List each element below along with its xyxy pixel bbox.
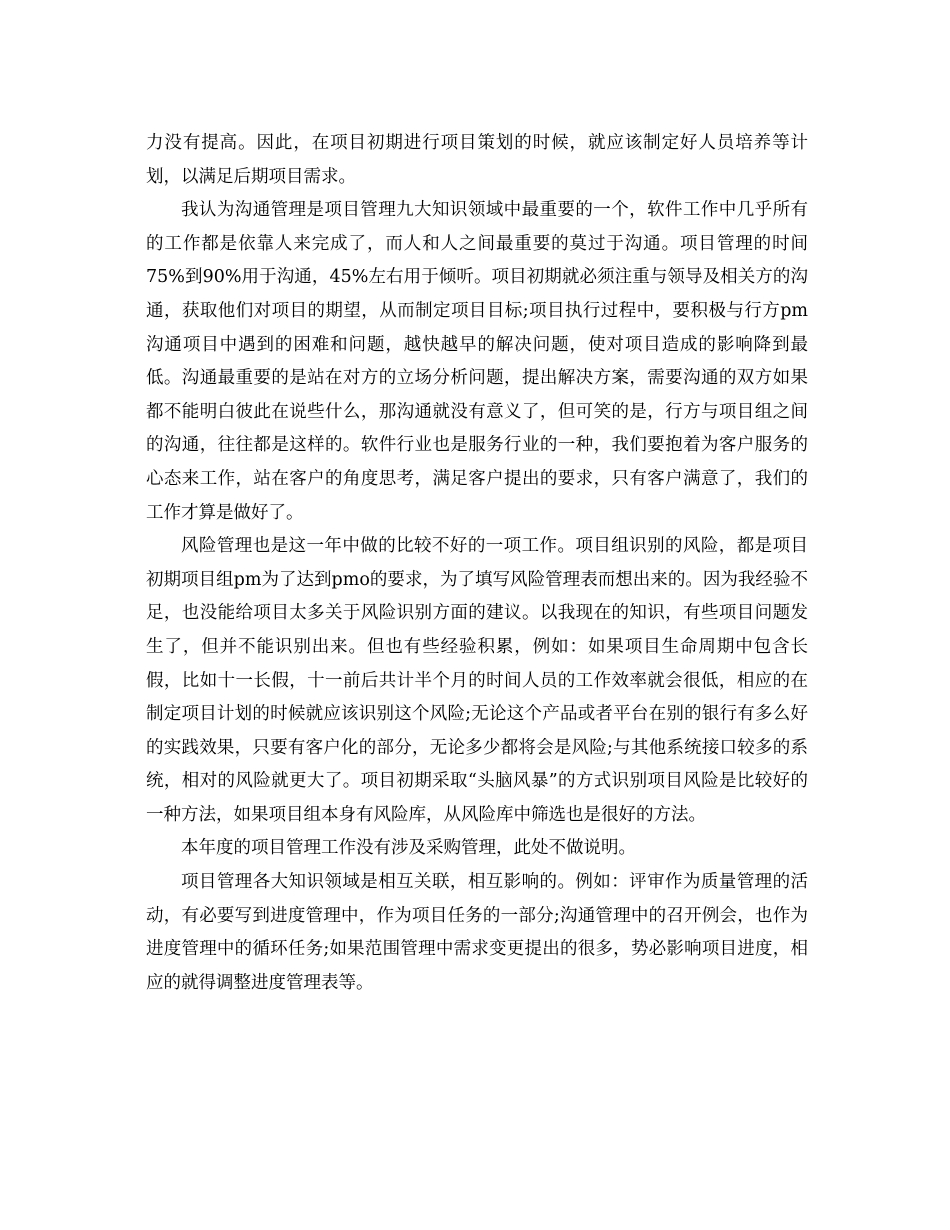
paragraph-continuation: 力没有提高。因此，在项目初期进行项目策划的时候，就应该制定好人员培养等计划，以满足后期项目需求。 (146, 133, 808, 187)
paragraph-risk-management: 风险管理也是这一年中做的比较不好的一项工作。项目组识别的风险，都是项目初期项目组pm为了达到pmo的要求，为了填写风险管理表而想出来的。因为我经验不足，也没能给项目太多关于风险识别方面的建议。以我现在的知识，有些项目问题发生了，但并不能识别出来。但也有些经验积累，例如：如果项目生命周期中包含长假，比如十一长假，十一前后共计半个月的时间人员的工作效率就会很低，相应的在制定项目计划的时候就应该识别这个风险;无论这个产品或者平台在别的银行有多么好的实践效果，只要有客户化的部分，无论多少都将会是风险;与其他系统接口较多的系统，相对的风险就更大了。项目初期采取“头脑风暴”的方式识别项目风险是比较好的一种方法，如果项目组本身有风险库，从风险库中筛选也是很好的方法。 (146, 536, 808, 825)
document-body (146, 127, 808, 1000)
paragraph-communication-management: 我认为沟通管理是项目管理九大知识领域中最重要的一个，软件工作中几乎所有的工作都是依靠人来完成了，而人和人之间最重要的莫过于沟通。项目管理的时间75%到90%用于沟通，45%左右用于倾听。项目初期就必须注重与领导及相关方的沟通，获取他们对项目的期望，从而制定项目目标;项目执行过程中，要积极与行方pm沟通项目中遇到的困难和问题，越快越早的解决问题，使对项目造成的影响降到最低。沟通最重要的是站在对方的立场分析问题，提出解决方案，需要沟通的双方如果都不能明白彼此在说些什么，那沟通就没有意义了，但可笑的是，行方与项目组之间的沟通，往往都是这样的。软件行业也是服务行业的一种，我们要抱着为客户服务的心态来工作，站在客户的角度思考，满足客户提出的要求，只有客户满意了，我们的工作才算是做好了。 (146, 200, 808, 523)
paragraph-knowledge-areas: 项目管理各大知识领域是相互关联，相互影响的。例如：评审作为质量管理的活动，有必要写到进度管理中，作为项目任务的一部分;沟通管理中的召开例会，也作为进度管理中的循环任务;如果范围管理中需求变更提出的很多，势必影响项目进度，相应的就得调整进度管理表等。 (146, 872, 808, 993)
paragraph-procurement-management: 本年度的项目管理工作没有涉及采购管理，此处不做说明。 (181, 838, 636, 859)
